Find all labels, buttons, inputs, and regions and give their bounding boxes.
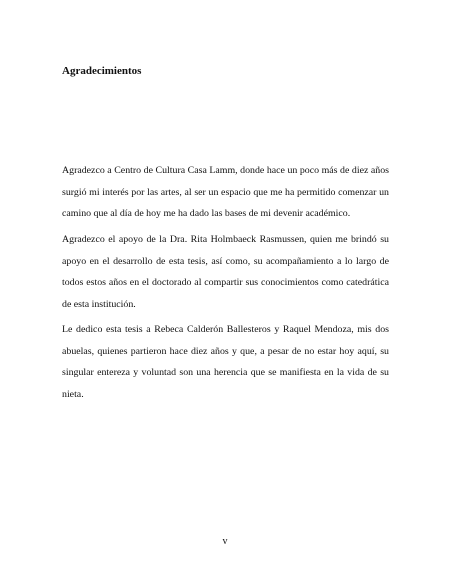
paragraph-advisor: Agradezco el apoyo de la Dra. Rita Holmbaeck Rasmussen, quien me brindó su apoyo en el desarrollo de esta tesis, así como, su acompañamiento a lo largo de todos estos años en el doctorado al compartir sus conocimientos como catedrática de esta institución. (62, 234, 389, 310)
page-number: v (222, 536, 228, 547)
page-title: Agradecimientos (62, 65, 142, 77)
paragraph-casa-lamm: Agradezco a Centro de Cultura Casa Lamm, donde hace un poco más de diez años surgió mi interés por las artes, al ser un espacio que me ha permitido comenzar un camino que al día de hoy me ha dado las bases de mi devenir académico. (62, 165, 389, 219)
paragraph-dedication: Le dedico esta tesis a Rebeca Calderón Ballesteros y Raquel Mendoza, mis dos abuelas, quienes partieron hace diez años y que, a pesar de no estar hoy aquí, su singular entereza y voluntad son una herencia que se manifiesta en la vida de su nieta. (62, 324, 389, 400)
